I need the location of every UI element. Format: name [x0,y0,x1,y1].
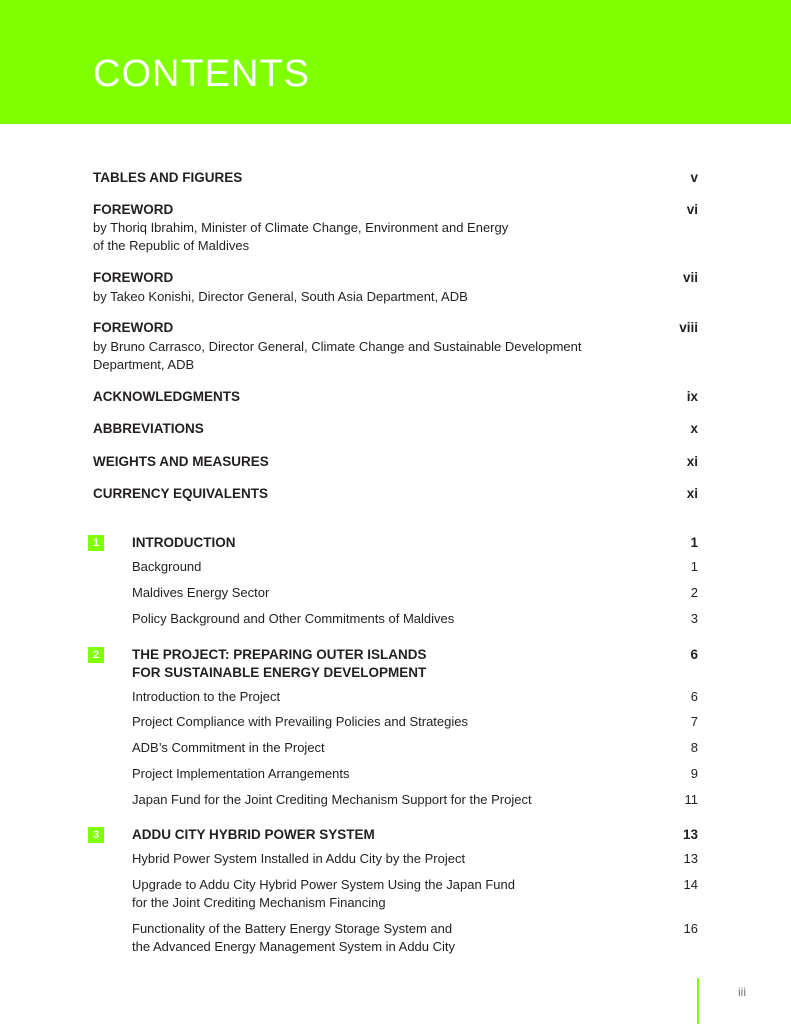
toc-page-number: 13 [683,851,698,866]
toc-chapter-1-title[interactable]: INTRODUCTION [132,535,236,550]
chapter-number-badge: 1 [88,535,104,551]
toc-page-number: 14 [683,877,698,892]
toc-page-number: 16 [683,921,698,936]
toc-section[interactable]: ADB’s Commitment in the Project [132,740,325,755]
toc-section[interactable]: Functionality of the Battery Energy Storage System and [132,921,453,936]
chapter-number-badge: 3 [88,827,104,843]
toc-section[interactable]: Japan Fund for the Joint Crediting Mechanism Support for the Project [132,792,532,807]
toc-page-number: 9 [690,766,698,781]
toc-page-number: 8 [690,740,698,755]
toc-page-number: 6 [690,689,698,704]
toc-section[interactable]: Project Compliance with Prevailing Policies and Strategies [132,714,468,729]
toc-page-number: 6 [690,647,698,662]
toc-page-number: vi [686,202,698,217]
toc-section[interactable]: Introduction to the Project [132,689,281,704]
toc-chapter-2-title[interactable]: THE PROJECT: PREPARING OUTER ISLANDS [132,647,427,662]
toc-page-number: vii [682,270,698,285]
toc-entry-tables-and-figures[interactable]: TABLES AND FIGURES [93,170,243,185]
toc-byline: Department, ADB [93,357,195,372]
page-folio: iii [738,985,746,999]
toc-byline: of the Republic of Maldives [93,238,250,253]
toc-section[interactable]: Hybrid Power System Installed in Addu City by the Project [132,851,466,866]
toc-entry-foreword-2[interactable]: FOREWORD [93,270,174,285]
toc-page-number: 2 [690,585,698,600]
toc-entry-foreword-1[interactable]: FOREWORD [93,202,174,217]
toc-entry-abbreviations[interactable]: ABBREVIATIONS [93,421,204,436]
toc-chapter-2-title[interactable]: FOR SUSTAINABLE ENERGY DEVELOPMENT [132,665,427,680]
toc-chapter-3-title[interactable]: ADDU CITY HYBRID POWER SYSTEM [132,827,375,842]
toc-byline: by Bruno Carrasco, Director General, Climate Change and Sustainable Development [93,339,582,354]
toc-page-number: xi [686,486,698,501]
toc-page-number: 1 [690,535,698,550]
toc-page-number: ix [686,389,698,404]
toc-page-number: viii [679,320,698,335]
toc-page-number: 13 [682,827,698,842]
toc-section[interactable]: Background [132,559,202,574]
toc-byline: by Takeo Konishi, Director General, South Asia Department, ADB [93,289,468,304]
toc-section[interactable]: Project Implementation Arrangements [132,766,350,781]
toc-entry-foreword-3[interactable]: FOREWORD [93,320,174,335]
toc-section[interactable]: Upgrade to Addu City Hybrid Power System Using the Japan Fund [132,877,515,892]
toc-page-number: 11 [684,792,698,807]
toc-entry-acknowledgments[interactable]: ACKNOWLEDGMENTS [93,389,240,404]
footer-rule [697,978,699,1024]
toc-page-number: v [690,170,698,185]
toc-entry-weights-and-measures[interactable]: WEIGHTS AND MEASURES [93,454,269,469]
toc-page-number: 3 [690,611,698,626]
toc-section[interactable]: Maldives Energy Sector [132,585,270,600]
toc-section[interactable]: Policy Background and Other Commitments of Maldives [132,611,455,626]
toc-page-number: xi [686,454,698,469]
toc-section[interactable]: for the Joint Crediting Mechanism Financing [132,895,386,910]
toc-byline: by Thoriq Ibrahim, Minister of Climate Change, Environment and Energy [93,220,509,235]
chapter-number-badge: 2 [88,647,104,663]
toc-page-number: 1 [690,559,698,574]
toc-section[interactable]: the Advanced Energy Management System in Addu City [132,939,456,954]
toc-page-number: 7 [690,714,698,729]
toc-entry-currency-equivalents[interactable]: CURRENCY EQUIVALENTS [93,486,269,501]
page-title: CONTENTS [93,53,310,95]
toc-page-number: x [690,421,698,436]
